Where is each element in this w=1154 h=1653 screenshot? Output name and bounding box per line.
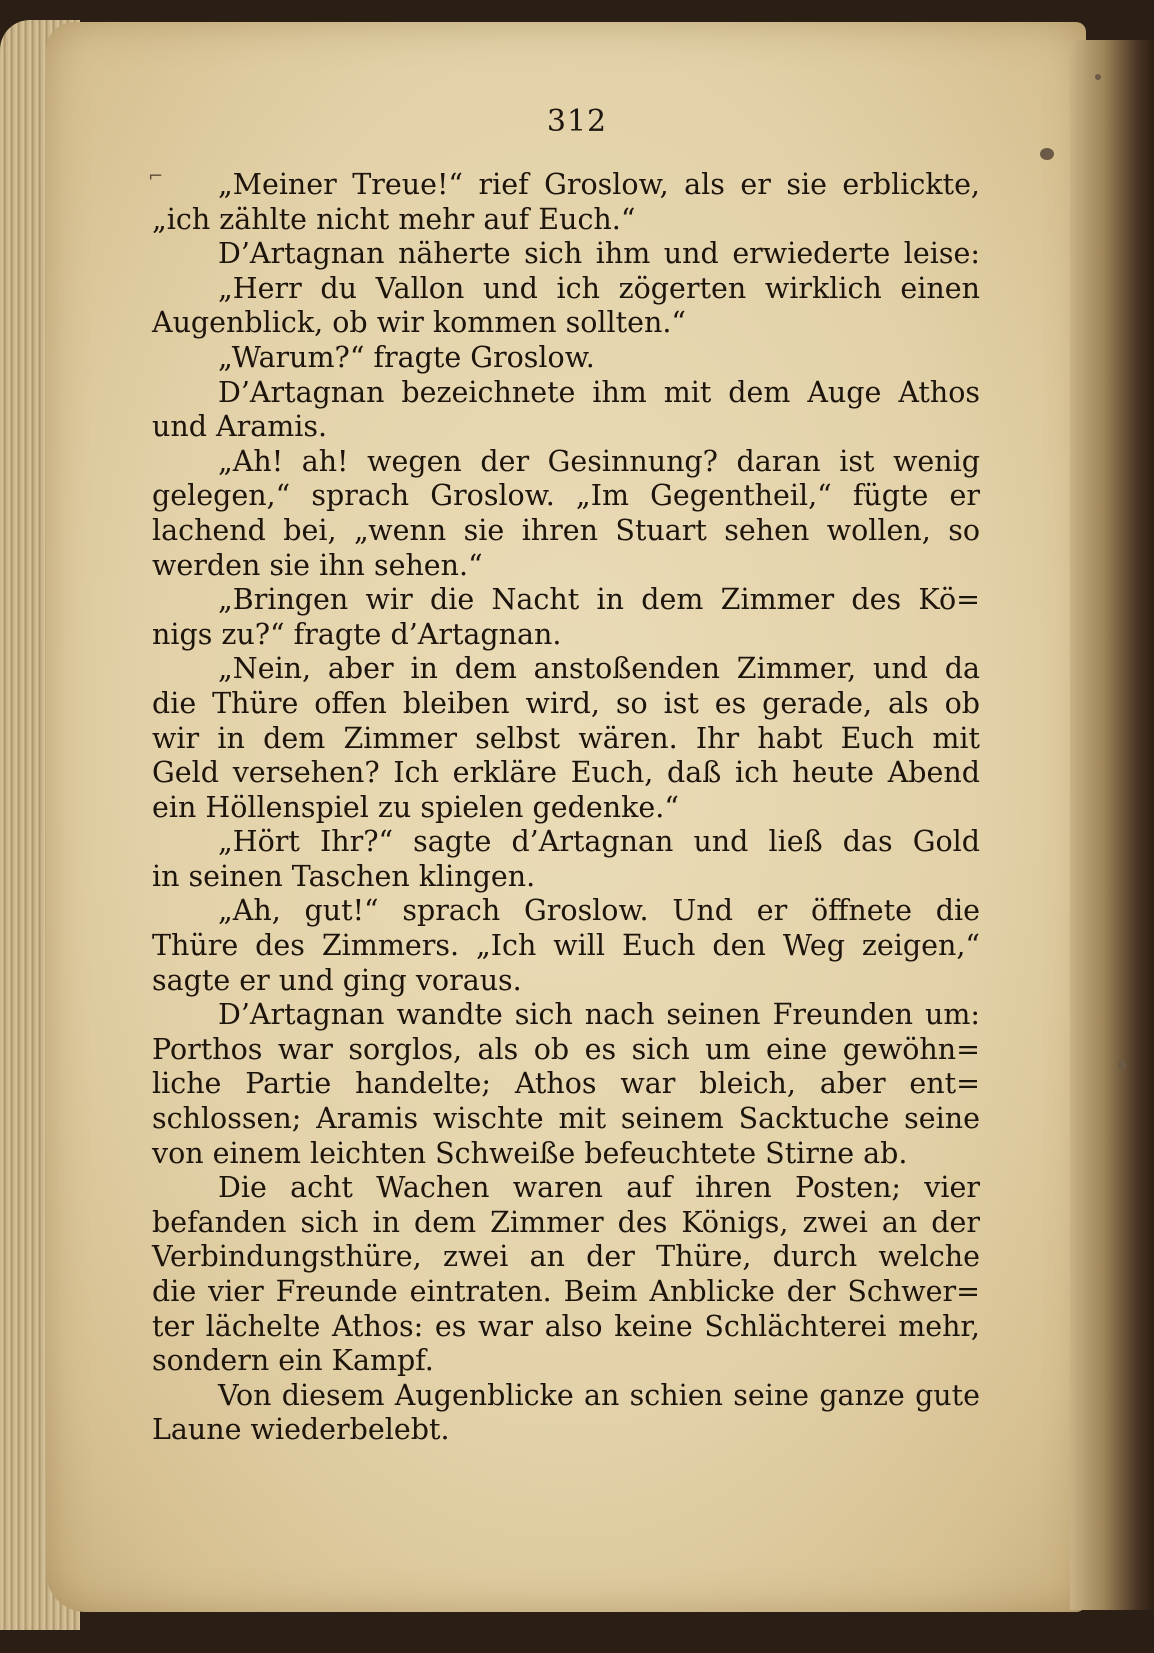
text-line: schlossen; Aramis wischte mit seinem Sacktuche seine [152, 1102, 980, 1136]
paper-speck [1040, 148, 1054, 160]
text-line: werden sie ihn sehen.“ [152, 548, 483, 582]
text-line: „Herr du Vallon und ich zögerten wirklich einen [218, 271, 980, 305]
book-gutter [1070, 40, 1154, 1610]
text-line: die Thüre offen bleiben wird, so ist es gerade, als ob [152, 686, 980, 720]
text-line: „Ah! ah! wegen der Gesinnung? daran ist wenig [218, 444, 980, 478]
text-line: nigs zu?“ fragte d’Artagnan. [152, 617, 562, 651]
paper-speck [1095, 74, 1101, 80]
text-line: befanden sich in dem Zimmer des Königs, zwei an der [152, 1205, 980, 1239]
text-line: Laune wiederbelebt. [152, 1413, 450, 1447]
text-line: gelegen,“ sprach Groslow. „Im Gegentheil,“ fügte er [152, 479, 980, 513]
body-text [152, 168, 980, 1448]
text-line: wir in dem Zimmer selbst wären. Ihr habt Euch mit [152, 721, 980, 755]
text-line: „Meiner Treue!“ rief Groslow, als er sie erblickte, [218, 168, 980, 201]
text-line: sondern ein Kampf. [152, 1344, 434, 1378]
text-line: ein Höllenspiel zu spielen gedenke.“ [152, 790, 679, 824]
text-line: Von diesem Augenblicke an schien seine ganze gute [218, 1378, 980, 1412]
text-line: Augenblick, ob wir kommen sollten.“ [152, 306, 686, 340]
text-line: „ich zählte nicht mehr auf Euch.“ [152, 202, 636, 236]
text-line: die vier Freunde eintraten. Beim Anblicke der Schwer= [152, 1275, 980, 1308]
text-line: lachend bei, „wenn sie ihren Stuart sehen wollen, so [152, 513, 980, 547]
text-line: D’Artagnan näherte sich ihm und erwiederte leise: [218, 237, 980, 271]
page-number: 312 [546, 104, 608, 139]
text-line: Verbindungsthüre, zwei an der Thüre, durch welche [152, 1240, 980, 1274]
text-line: ter lächelte Athos: es war also keine Schlächterei mehr, [152, 1309, 980, 1343]
text-line: von einem leichten Schweiße befeuchtete Stirne ab. [152, 1136, 908, 1170]
text-line: Geld versehen? Ich erkläre Euch, daß ich heute Abend [152, 756, 980, 790]
text-line: und Aramis. [152, 410, 328, 444]
corner-mark: ⌐ [148, 166, 164, 187]
text-line: D’Artagnan bezeichnete ihm mit dem Auge Athos [218, 375, 980, 409]
text-line: sagte er und ging voraus. [152, 963, 522, 997]
text-line: in seinen Taschen klingen. [152, 859, 536, 893]
text-line: „Nein, aber in dem anstoßenden Zimmer, und da [218, 652, 980, 686]
text-line: „Warum?“ fragte Groslow. [218, 340, 595, 374]
text-line: „Bringen wir die Nacht in dem Zimmer des Kö= [218, 583, 980, 617]
text-line: D’Artagnan wandte sich nach seinen Freunden um: [218, 998, 980, 1032]
text-line: „Ah, gut!“ sprach Groslow. Und er öffnete die [218, 894, 980, 928]
text-line: liche Partie handelte; Athos war bleich, aber ent= [152, 1067, 980, 1101]
paper-speck [1118, 1060, 1126, 1070]
text-line: Thüre des Zimmers. „Ich will Euch den Weg zeigen,“ [152, 929, 980, 963]
text-line: „Hört Ihr?“ sagte d’Artagnan und ließ das Gold [218, 825, 980, 859]
text-line: Die acht Wachen waren auf ihren Posten; vier [218, 1171, 980, 1205]
text-line: Porthos war sorglos, als ob es sich um eine gewöhn= [152, 1032, 980, 1066]
